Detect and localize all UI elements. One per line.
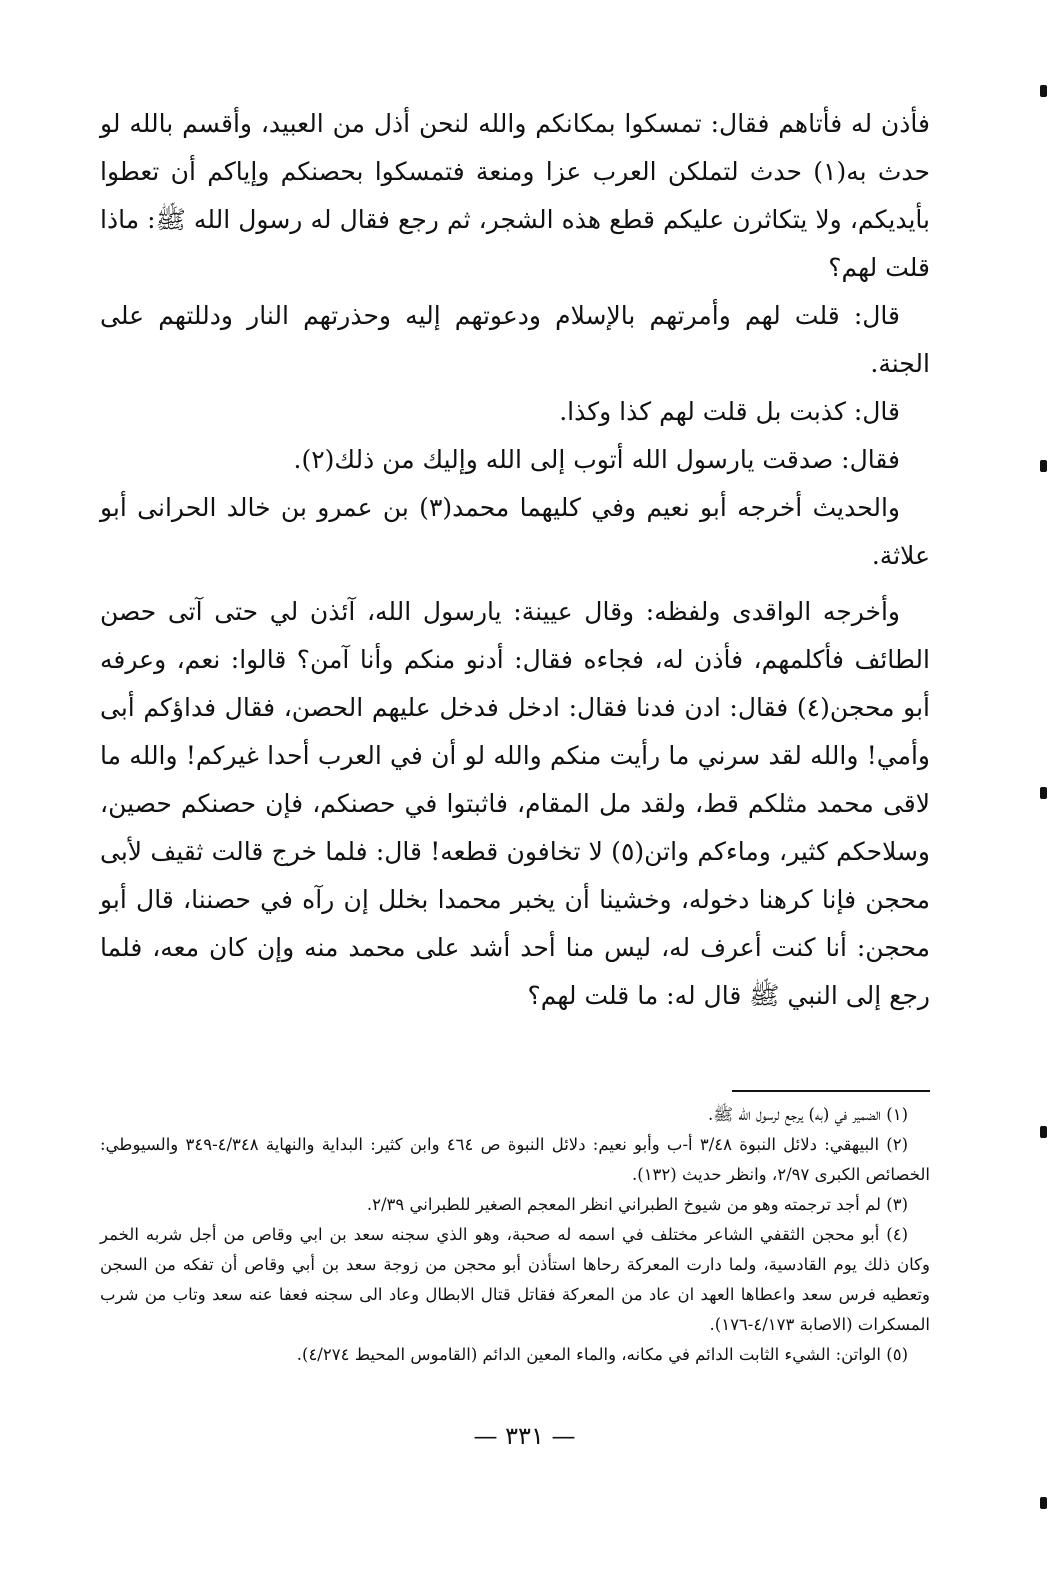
scan-edge-mark (1040, 85, 1047, 97)
paragraph-5: والحديث أخرجه أبو نعيم وفي كليهما محمد(٣) بن عمرو بن خالد الحرانى أبو علاثة. (100, 493, 930, 570)
footnote-3: (٣) لم أجد ترجمته وهو من شيوخ الطبراني انظر المعجم الصغير للطبراني ٢/٣٩. (366, 1195, 908, 1214)
footnote-2: (٢) البيهقي: دلائل النبوة ٣/٤٨ أ-ب وأبو نعيم: دلائل النبوة ص ٤٦٤ وابن كثير: البداية والنهاية ٤/٣٤٨-٣٤٩ والسيوطي: الخصائص الكبرى ٢/٩٧، وانظر حديث (١٣٢). (100, 1135, 930, 1184)
footnote-5: (٥) الواتن: الشيء الثابت الدائم في مكانه، والماء المعين الدائم (القاموس المحيط ٤/٢٧٤). (296, 1345, 908, 1364)
paragraph-2: قال: قلت لهم وأمرتهم بالإسلام ودعوتهم إليه وحذرتهم النار ودللتهم على الجنة. (100, 301, 930, 378)
page-number: — ٣٣١ — (473, 1422, 576, 1450)
scan-edge-mark (1040, 1126, 1047, 1138)
scan-edge-mark (1040, 460, 1047, 472)
footnotes (100, 1100, 930, 1370)
footnote-separator (732, 1090, 930, 1092)
scan-edge-mark (1040, 1497, 1047, 1509)
footnote-1: (١) الضمير في (به) يرجع لرسول الله ﷺ. (707, 1105, 908, 1124)
paragraph-1: فأذن له فأتاهم فقال: تمسكوا بمكانكم والله لنحن أذل من العبيد، وأقسم بالله لو حدث به(١) حدث لتملكن العرب عزا ومنعة فتمسكوا بحصنكم وإياكم أن تعطوا بأيديكم، ولا يتكاثرن عليكم قطع هذه الشجر، ثم رجع فقال له رسول الله ﷺ: ماذا قلت لهم؟ (100, 109, 930, 282)
footnote-4: (٤) أبو محجن الثقفي الشاعر مختلف في اسمه له صحبة، وهو الذي سجنه سعد بن ابي وقاص من أجل شربه الخمر وكان ذلك يوم القادسية، ولما دارت المعركة رحاها استأذن أبو محجن من زوجة سعد بن أبي وقاص أن تفكه من السجن وتعطيه فرس سعد واعطاها العهد ان عاد من المعركة فقاتل قتال الابطال وعاد الى سجنه فعفا عنه سعد وتاب من شرب المسكرات (الاصابة ٤/١٧٣-١٧٦). (100, 1225, 930, 1334)
paragraph-6: وأخرجه الواقدى ولفظه: وقال عيينة: يارسول الله، آئذن لي حتى آتى حصن الطائف فأكلمهم، فأذن له، فجاءه فقال: أدنو منكم وأنا آمن؟ قالوا: نعم، وعرفه أبو محجن(٤) فقال: ادن فدنا فقال: ادخل فدخل عليهم الحصن، فقال فداؤكم أبى وأمي! والله لقد سرني ما رأيت منكم والله لو أن في العرب أحدا غيركم! والله ما لاقى محمد مثلكم قط، ولقد مل المقام، فاثبتوا في حصنكم، فإن حصنكم حصين، وسلاحكم كثير، وماءكم واتن(٥) لا تخافون قطعه! قال: فلما خرج قالت ثقيف لأبى محجن فإنا كرهنا دخوله، وخشينا أن يخبر محمدا بخلل إن رآه في حصننا، قال أبو محجن: أنا كنت أعرف له، ليس منا أحد أشد على محمد منه وإن كان معه، فلما رجع إلى النبي ﷺ قال له: ما قلت لهم؟ (100, 597, 931, 1010)
paragraph-4: فقال: صدقت يارسول الله أتوب إلى الله وإليك من ذلك(٢). (293, 445, 900, 474)
main-text (100, 100, 930, 1020)
scan-edge-mark (1040, 787, 1047, 799)
paragraph-3: قال: كذبت بل قلت لهم كذا وكذا. (559, 397, 900, 426)
